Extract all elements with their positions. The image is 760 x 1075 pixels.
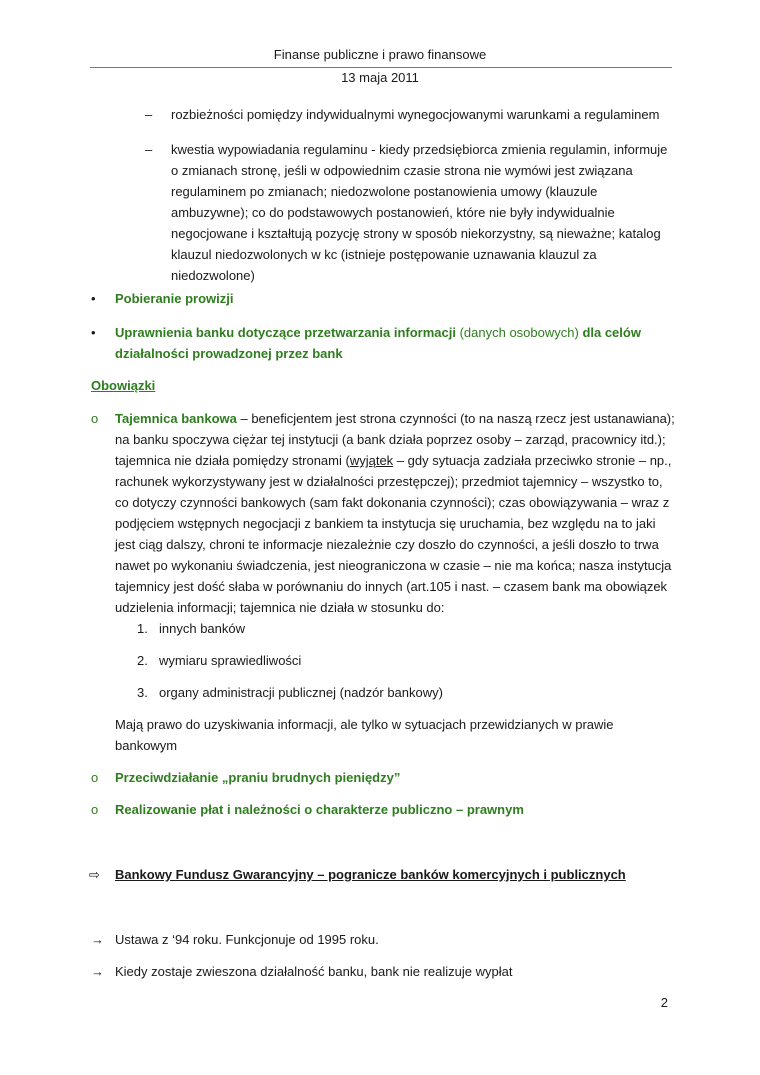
bullet-marker: • (91, 325, 96, 340)
circle-marker: o (91, 770, 99, 785)
section-heading-obowiazki: Obowiązki (91, 378, 156, 393)
page-number: 2 (660, 995, 668, 1010)
dash-marker: – (145, 107, 153, 122)
tajemnica-bankowa-paragraph: Tajemnica bankowa – beneficjentem jest strona czynności (to na naszą rzecz jest ustanawiana); na banku spoczywa ciężar tej instytucji (a bank działa poprzez osoby – zarząd, pracownicy itd.); tajemnica nie działa pomiędzy stronami (wyjątek – gdy sytuacja zadziała przeciwko stronie – np., rachunek wykorzystywany jest w działalności przestępczej); przedmiot tajemnicy – wszystko to, co dotyczy czynności bankowych (sam fakt dokonania czynności); czas obowiązywania – wraz z podjęciem wstępnych negocjacji z bankiem ta instytucja się uruchamia, bez względu na to jaki jest ciąg dalszy, chroni te informacje niezależnie czy doszło do czynności, a jeśli doszło to trwa nawet po wykonaniu świadczenia, jest nieograniczona w czasie – nie ma końca; nasza instytucja tajemnicy jest dość słaba w porównaniu do innych (art.105 i nast. – czasem bank ma obowiązek udzielenia informacji; tajemnica nie działa w stosunku do: (115, 411, 675, 615)
dash-item-text: rozbieżności pomiędzy indywidualnymi wynegocjowanymi warunkami a regulaminem (171, 107, 660, 122)
circle-marker: o (91, 802, 99, 817)
bfg-heading: Bankowy Fundusz Gwarancyjny – pogranicze banków komercyjnych i publicznych (115, 867, 626, 882)
maja-prawo-paragraph: Mają prawo do uzyskiwania informacji, ale tylko w sytuacjach przewidzianych w prawie bankowym (115, 717, 614, 753)
arrow-item: Kiedy zostaje zwieszona działalność banku, bank nie realizuje wypłat (115, 964, 513, 979)
bullet-marker: • (91, 291, 96, 306)
list-item: innych banków (159, 621, 245, 636)
dash-marker: – (145, 142, 153, 157)
circle-marker: o (91, 411, 99, 426)
circle-item-realizowanie: Realizowanie płat i należności o charakterze publiczno – prawnym (115, 802, 524, 817)
bullet-uprawnienia: Uprawnienia banku dotyczące przetwarzania informacji (danych osobowych) dla celów działalności prowadzonej przez bank (115, 325, 641, 361)
bullet-pobieranie-prowizji: Pobieranie prowizji (115, 291, 234, 306)
header-divider (90, 67, 672, 68)
list-number: 1. (137, 621, 148, 636)
arrow-item: Ustawa z ‘94 roku. Funkcjonuje od 1995 roku. (115, 932, 379, 947)
list-number: 3. (137, 685, 148, 700)
arrow-icon: → (91, 932, 104, 947)
list-number: 2. (137, 653, 148, 668)
list-item: wymiaru sprawiedliwości (159, 653, 302, 668)
circle-item-pranie: Przeciwdziałanie „praniu brudnych pieniędzy” (115, 770, 401, 785)
header-date: 13 maja 2011 (341, 70, 419, 85)
arrow-icon: → (91, 964, 104, 979)
outline-arrow-icon: ⇨ (89, 867, 100, 882)
header-title: Finanse publiczne i prawo finansowe (273, 47, 487, 62)
list-item: organy administracji publicznej (nadzór bankowy) (159, 685, 443, 700)
dash-item-text-multiline: kwestia wypowiadania regulaminu - kiedy przedsiębiorca zmienia regulamin, informuje o zmianach stronę, jeśli w odpowiednim czasie strona nie wymówi jest związana regulaminem po zmianach; niedozwolone postanowienia umowy (klauzule ambuzywne); co do podstawowych postanowień, które nie były indywidualnie negocjowane i kształtują pozycję strony w sposób niekorzystny, są nieważne; katalog klauzul niedozwolonych w kc (istnieje postępowanie uznawania klauzul za niedozwolone) (171, 142, 668, 283)
